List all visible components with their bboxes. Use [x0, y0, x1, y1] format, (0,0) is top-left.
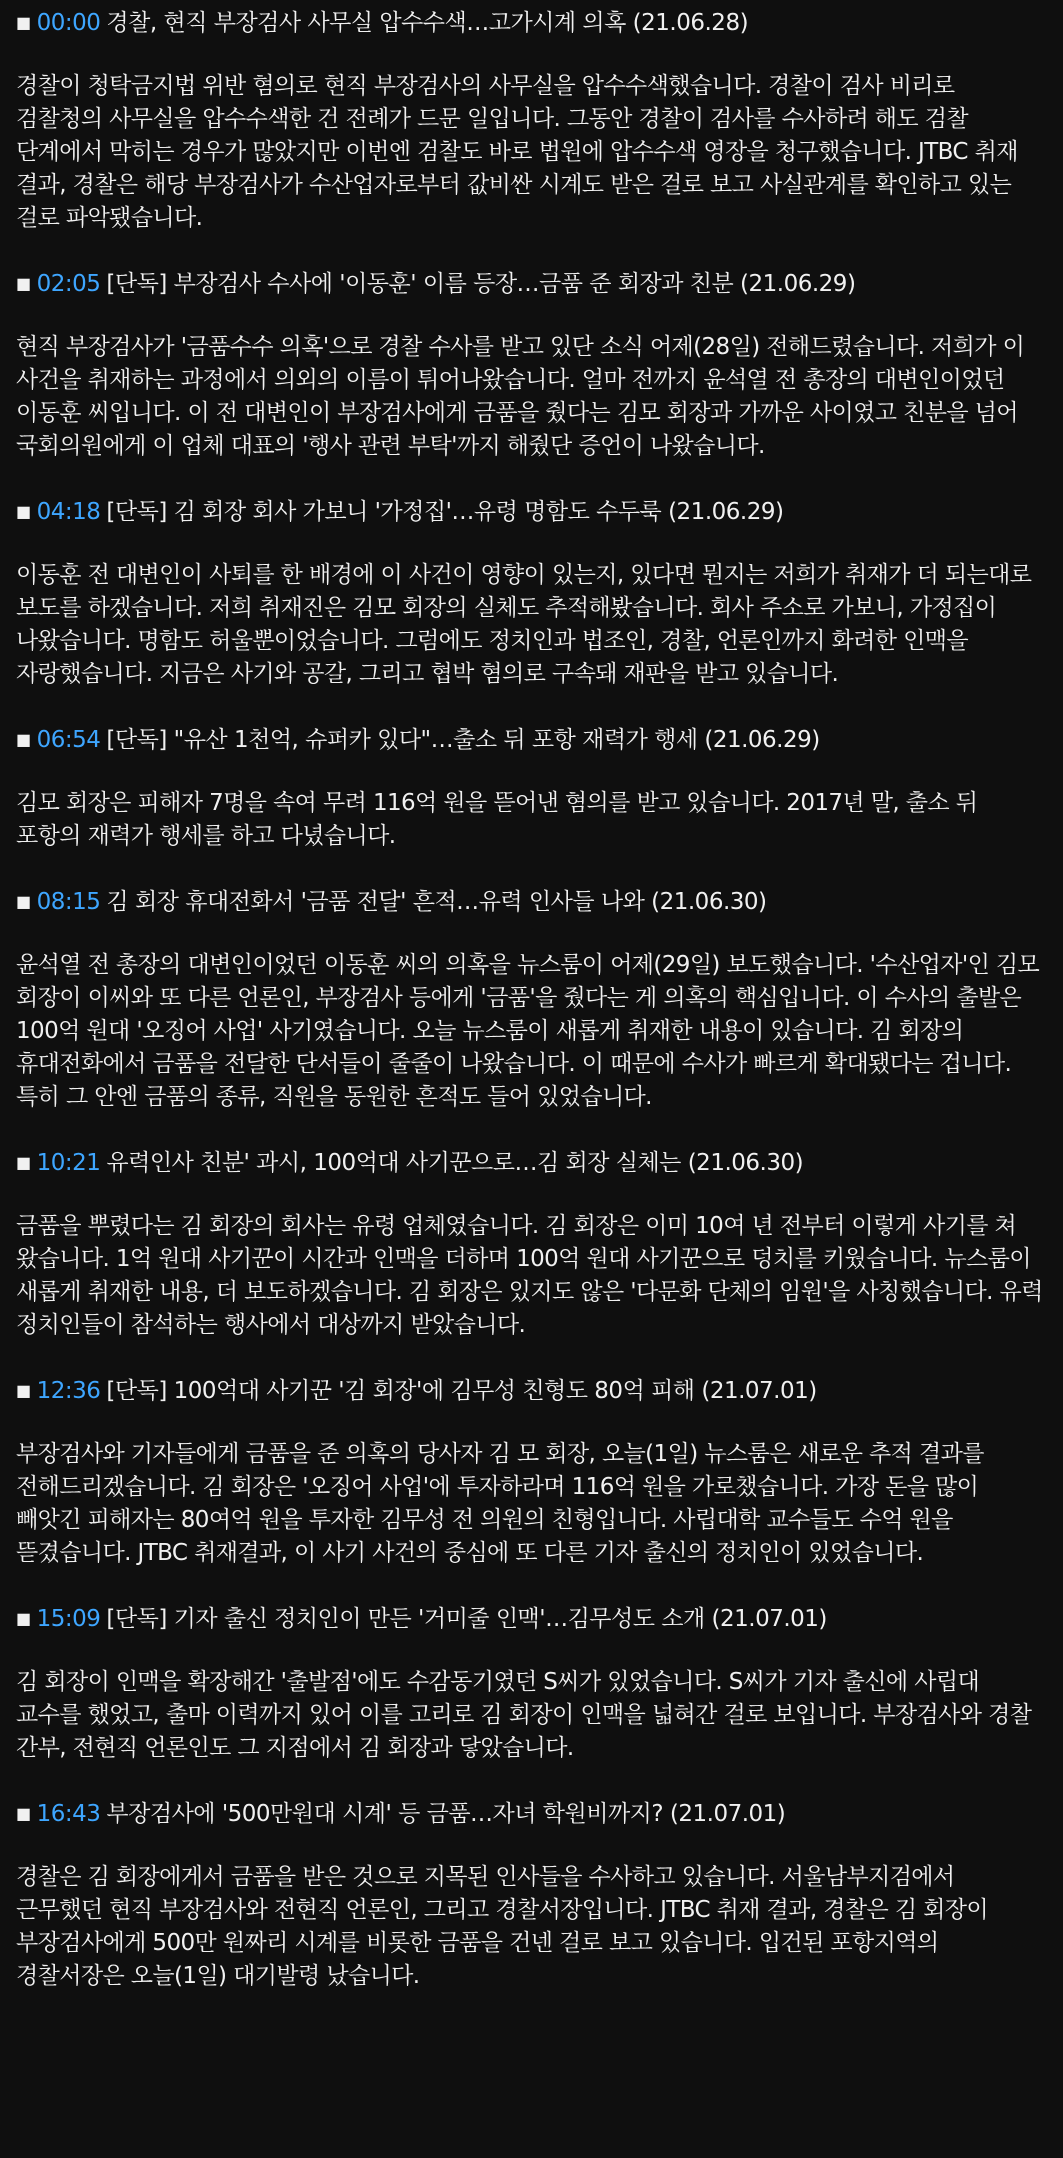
chapter-body: 부장검사와 기자들에게 금품을 준 의혹의 당사자 김 모 회장, 오늘(1일) 뉴스룸은 새로운 추적 결과를 전해드리겠습니다. 김 회장은 '오징어 사업'에 투자하라며 116억 원을 가로챘습니다. 가장 돈을 많이 빼앗긴 피해자는 80여억 원을 투자한 김무성 전 의원의 친형입니다. 사립대학 교수들도 수억 원을 뜯겼습니다. JTBC 취재결과, 이 사기 사건의 중심에 또 다른 기자 출신의 정치인이 있었습니다. — [16, 1441, 984, 1566]
chapter-body: 윤석열 전 총장의 대변인이었던 이동훈 씨의 의혹을 뉴스룸이 어제(29일) 보도했습니다. '수산업자'인 김모 회장이 이씨와 또 다른 언론인, 부장검사 등에게 '금품'을 줬다는 게 의혹의 핵심입니다. 이 수사의 출발은 100억 원대 '오징어 사업' 사기였습니다. 오늘 뉴스룸이 새롭게 취재한 내용이 있습니다. 김 회장의 휴대전화에서 금품을 전달한 단서들이 줄줄이 나왔습니다. 이 때문에 수사가 빠르게 확대됐다는 겁니다. 특히 그 안엔 금품의 종류, 직원을 동원한 흔적도 들어 있었습니다. — [16, 952, 1040, 1110]
chapter-body: 김 회장이 인맥을 확장해간 '출발점'에도 수감동기였던 S씨가 있었습니다. S씨가 기자 출신에 사립대 교수를 했었고, 출마 이력까지 있어 이를 고리로 김 회장이 인맥을 넓혀간 걸로 보입니다. 부장검사와 경찰 간부, 전현직 언론인도 그 지점에서 김 회장과 닿았습니다. — [16, 1669, 1032, 1761]
chapter-heading — [16, 885, 1047, 919]
chapter-segment — [16, 267, 1047, 463]
chapter-heading — [16, 1374, 1047, 1408]
chapter-heading — [16, 1146, 1047, 1180]
chapter-heading — [16, 267, 1047, 301]
square-bullet-icon: ■ — [16, 730, 31, 749]
chapter-title: [단독] 부장검사 수사에 '이동훈' 이름 등장…금품 준 회장과 친분 (21.06.29) — [106, 271, 856, 297]
square-bullet-icon: ■ — [16, 892, 31, 911]
chapter-segment — [16, 1374, 1047, 1570]
chapter-heading — [16, 495, 1047, 529]
chapter-body: 이동훈 전 대변인이 사퇴를 한 배경에 이 사건이 영향이 있는지, 있다면 뭔지는 저희가 취재가 더 되는대로 보도를 하겠습니다. 저희 취재진은 김모 회장의 실체도 추적해봤습니다. 회사 주소로 가보니, 가정집이 나왔습니다. 명함도 허울뿐이었습니다. 그럼에도 정치인과 법조인, 경찰, 언론인까지 화려한 인맥을 자랑했습니다. 지금은 사기와 공갈, 그리고 협박 혐의로 구속돼 재판을 받고 있습니다. — [16, 562, 1032, 687]
chapter-title: 유력인사 친분' 과시, 100억대 사기꾼으로…김 회장 실체는 (21.06.30) — [106, 1150, 804, 1176]
chapter-segment — [16, 6, 1047, 235]
chapter-title: 김 회장 휴대전화서 '금품 전달' 흔적…유력 인사들 나와 (21.06.30) — [106, 889, 767, 915]
square-bullet-icon: ■ — [16, 502, 31, 521]
chapter-heading — [16, 723, 1047, 757]
chapter-title: [단독] "유산 1천억, 슈퍼카 있다"…출소 뒤 포항 재력가 행세 (21.06.29) — [106, 727, 820, 753]
chapter-timestamp-link[interactable]: 06:54 — [36, 727, 101, 753]
chapter-timestamp-link[interactable]: 04:18 — [36, 499, 101, 525]
chapter-title: [단독] 100억대 사기꾼 '김 회장'에 김무성 친형도 80억 피해 (21.07.01) — [106, 1378, 817, 1404]
chapter-heading — [16, 1797, 1047, 1831]
chapter-body: 금품을 뿌렸다는 김 회장의 회사는 유령 업체였습니다. 김 회장은 이미 10여 년 전부터 이렇게 사기를 쳐 왔습니다. 1억 원대 사기꾼이 시간과 인맥을 더하며 100억 원대 사기꾼으로 덩치를 키웠습니다. 뉴스룸이 새롭게 취재한 내용, 더 보도하겠습니다. 김 회장은 있지도 않은 '다문화 단체의 임원'을 사칭했습니다. 유력 정치인들이 참석하는 행사에서 대상까지 받았습니다. — [16, 1213, 1043, 1338]
chapter-timestamp-link[interactable]: 00:00 — [36, 10, 101, 36]
chapter-title: 경찰, 현직 부장검사 사무실 압수수색…고가시계 의혹 (21.06.28) — [106, 10, 749, 36]
square-bullet-icon: ■ — [16, 1381, 31, 1400]
chapter-title: [단독] 김 회장 회사 가보니 '가정집'…유령 명함도 수두룩 (21.06.29) — [106, 499, 784, 525]
chapter-timestamp-link[interactable]: 12:36 — [36, 1378, 101, 1404]
chapter-timestamp-link[interactable]: 15:09 — [36, 1606, 101, 1632]
chapter-body: 현직 부장검사가 '금품수수 의혹'으로 경찰 수사를 받고 있단 소식 어제(28일) 전해드렸습니다. 저희가 이 사건을 취재하는 과정에서 의외의 이름이 튀어나왔습니다. 얼마 전까지 윤석열 전 총장의 대변인이었던 이동훈 씨입니다. 이 전 대변인이 부장검사에게 금품을 줬다는 김모 회장과 가까운 사이였고 친분을 넘어 국회의원에게 이 업체 대표의 '행사 관련 부탁'까지 해줬단 증언이 나왔습니다. — [16, 334, 1025, 459]
chapter-timestamp-link[interactable]: 16:43 — [36, 1801, 101, 1827]
chapter-segment — [16, 1146, 1047, 1342]
square-bullet-icon: ■ — [16, 1153, 31, 1172]
chapter-segment — [16, 495, 1047, 691]
chapter-title: 부장검사에 '500만원대 시계' 등 금품…자녀 학원비까지? (21.07.01) — [106, 1801, 786, 1827]
chapter-timestamp-link[interactable]: 10:21 — [36, 1150, 101, 1176]
chapter-timestamp-link[interactable]: 02:05 — [36, 271, 101, 297]
square-bullet-icon: ■ — [16, 13, 31, 32]
chapter-segment — [16, 1797, 1047, 1993]
chapter-body: 경찰이 청탁금지법 위반 혐의로 현직 부장검사의 사무실을 압수수색했습니다. 경찰이 검사 비리로 검찰청의 사무실을 압수수색한 건 전례가 드문 일입니다. 그동안 경찰이 검사를 수사하려 해도 검찰 단계에서 막히는 경우가 많았지만 이번엔 검찰도 바로 법원에 압수수색 영장을 청구했습니다. JTBC 취재 결과, 경찰은 해당 부장검사가 수산업자로부터 값비싼 시계도 받은 걸로 보고 사실관계를 확인하고 있는 걸로 파악됐습니다. — [16, 73, 1018, 231]
chapter-heading — [16, 1602, 1047, 1636]
chapter-timestamp-link[interactable]: 08:15 — [36, 889, 101, 915]
chapter-body: 김모 회장은 피해자 7명을 속여 무려 116억 원을 뜯어낸 혐의를 받고 있습니다. 2017년 말, 출소 뒤 포항의 재력가 행세를 하고 다녔습니다. — [16, 790, 978, 849]
chapter-title: [단독] 기자 출신 정치인이 만든 '거미줄 인맥'…김무성도 소개 (21.07.01) — [106, 1606, 827, 1632]
chapter-body: 경찰은 김 회장에게서 금품을 받은 것으로 지목된 인사들을 수사하고 있습니다. 서울남부지검에서 근무했던 현직 부장검사와 전현직 언론인, 그리고 경찰서장입니다. JTBC 취재 결과, 경찰은 김 회장이 부장검사에게 500만 원짜리 시계를 비롯한 금품을 건넨 걸로 보고 있습니다. 입건된 포항지역의 경찰서장은 오늘(1일) 대기발령 났습니다. — [16, 1864, 989, 1989]
chapter-segment — [16, 1602, 1047, 1765]
square-bullet-icon: ■ — [16, 1609, 31, 1628]
square-bullet-icon: ■ — [16, 274, 31, 293]
chapter-heading — [16, 6, 1047, 40]
chapter-segment — [16, 723, 1047, 853]
square-bullet-icon: ■ — [16, 1804, 31, 1823]
chapter-segment — [16, 885, 1047, 1114]
